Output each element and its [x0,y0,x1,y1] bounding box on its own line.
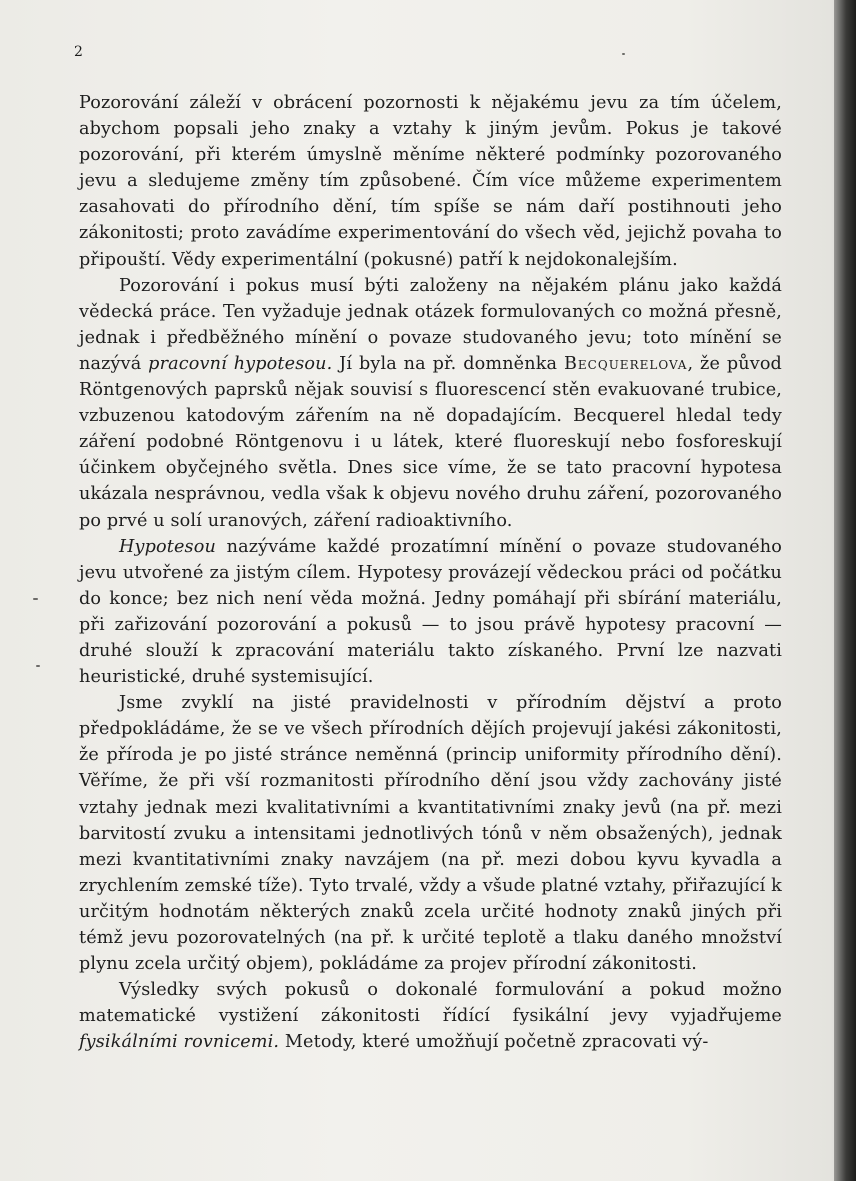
paragraph-physical-equations [79,977,782,1055]
paragraph-working-hypothesis [79,273,782,534]
name-becquerel: Becquerelova [563,353,688,374]
term-fysikalnimi-rovnicemi: fysikálními rovnicemi. [79,1032,280,1053]
print-speck [33,598,38,600]
book-binding-shadow [834,0,856,1181]
paragraph-natural-law [79,690,782,977]
text-run: Jí byla na př. domněnka [332,353,564,374]
text-run: nazýváme každé prozatímní mínění o povaze studovaného jevu utvořené za jistým cílem. Hypotesy provázejí vědeckou práci od počátku do konce; bez nich není věda možná. Jedny pomáhají při sbírání materiálu, při zařizování pozorování a pokusů — to jsou právě hypotesy pracovní — druhé slouží k zpracování materiálu takto získaného. První lze nazvati heuristické, druhé systemisující. [79,536,782,688]
paragraph-hypothesis-definition [79,534,782,691]
text-run: Jsme zvyklí na jisté pravidelnosti v přírodním dějství a proto předpokládáme, že se ve všech přírodních dějích projevují jakési zákonitosti, že příroda je po jisté stránce neměnná (princip uniformity přírodního dění). Věříme, že při vší rozmanitosti přírodního dění jsou vždy zachovány jisté vztahy jednak mezi kvalitativními a kvantitativními znaky jevů (na př. mezi barvitostí zvuku a intensitami jednotlivých tónů v něm obsažených), jednak mezi kvantitativními znaky navzájem (na př. mezi dobou kyvu kyvadla a zrychlením zemské tíže). Tyto trvalé, vždy a všude platné vztahy, přiřazující k určitým hodnotám některých znaků zcela určité hodnoty znaků jiných při témž jevu pozorovatelných (na př. k určité teplotě a tlaku daného množství plynu zcela určitý objem), pokládáme za projev přírodní zákonitosti. [79,693,782,975]
text-run: Výsledky svých pokusů o dokonalé formulování a pokud možno matematické vystižení zákonitosti řídící fysikální jevy vyjadřujeme [79,980,782,1027]
page-number: 2 [74,44,83,60]
body-text [79,90,782,1055]
print-speck [36,665,40,667]
paragraph-observation [79,90,782,273]
print-speck [622,53,625,55]
term-hypotesou: Hypotesou [119,536,216,557]
text-run: Pozorování i pokus musí býti založeny na nějakém plánu jako každá vědecká práce. Ten vyžaduje jednak otázek formulovaných co možná přesně, jednak i předběžného mínění o povaze studovaného jevu; toto mínění se nazývá [79,275,782,374]
text-run: Pozorování záleží v obrácení pozornosti k nějakému jevu za tím účelem, abychom popsali jeho znaky a vztahy k jiným jevům. Pokus je takové pozorování, při kterém úmyslně měníme některé podmínky pozorovaného jevu a sledujeme změny tím způsobené. Čím více můžeme experimentem zasahovati do přírodního dění, tím spíše se nám daří postihnouti jeho zákonitosti; proto zavádíme experimentování do všech věd, jejichž povaha to připouští. Vědy experimentální (pokusné) patří k nejdokonalejším. [79,93,782,270]
text-run: Metody, které umožňují početně zpracovati vý- [279,1032,709,1053]
text-run: , že původ Röntgenových paprsků nějak souvisí s fluorescencí stěn evakuované trubice, vzbuzenou katodovým zářením na ně dopadajícím. Becquerel hledal tedy záření podobné Röntgenovu i u látek, které fluoreskují nebo fosforeskují účinkem obyčejného světla. Dnes sice víme, že se tato pracovní hypotesa ukázala nesprávnou, vedla však k objevu nového druhu záření, pozorovaného po prvé u solí uranových, záření radioaktivního. [79,353,782,531]
term-pracovni-hypotesou: pracovní hypotesou. [148,353,333,374]
